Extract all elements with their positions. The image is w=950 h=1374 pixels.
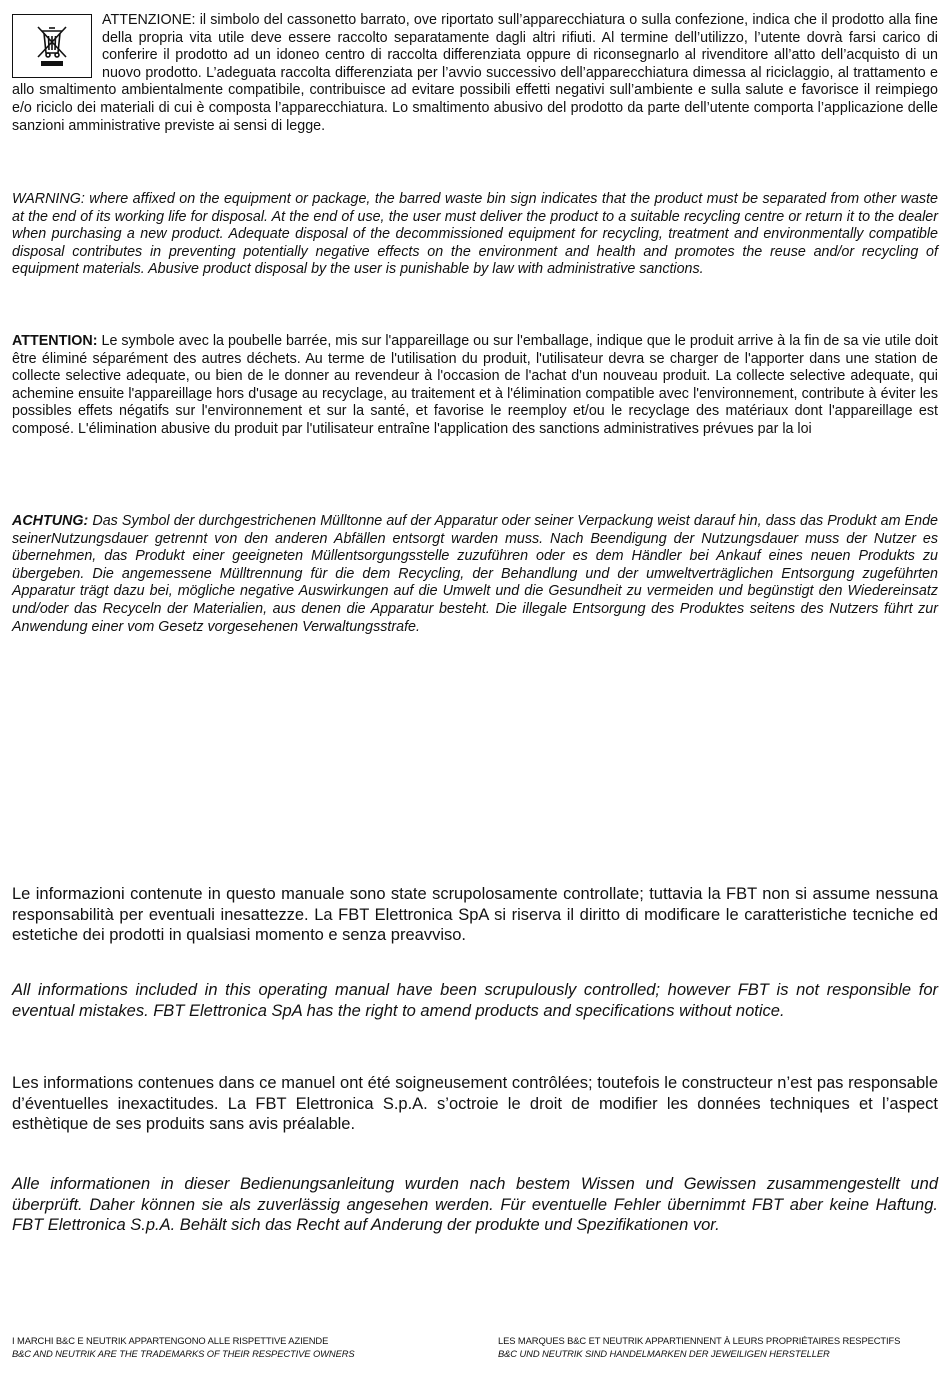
weee-notice-german bbox=[12, 513, 938, 636]
weee-symbol-box bbox=[12, 14, 92, 78]
disclaimer-french: Les informations contenues dans ce manuel ont été soigneusement contrôlées; toutefois le constructeur n’est pas responsable d’éventuelles inexactitudes. La FBT Elettronica S.p.A. s’octroie le droit de modifier les données techniques et l’aspect esthètique de ses produits sans avis préalable. bbox=[12, 1074, 938, 1134]
weee-label-italian: ATTENZIONE: bbox=[102, 12, 196, 28]
crossed-out-wheelie-bin-icon bbox=[34, 23, 70, 69]
weee-text-french: Le symbole avec la poubelle barrée, mis sur l'appareillage ou sur l'emballage, indique que le produit arrive à la fin de sa vie utile doit être éliminé séparément des autres déchets. Au terme de l'utilisation du produit, l'utilisateur devra se charger de l'apporter dans une station de collecte selective adequate, ou bien de le donner au revendeur à l'occasion de l'achat d'un nouveau produit. La collecte selective adequate, qui achemine ensuite l'appareillage hors d'usage au recyclage, au traitement et à l'élimination compatible avec l'environnement, contribute à éviter les possibles effets négatifs sur l'environnement et sur la santé, et favorise le reemploy et/ou le recyclage des matériaux dont l'appareillage est composé. L'élimination abusive du produit par l'utilisateur entraîne l'application des sanctions administratives prévues par la loi bbox=[12, 333, 938, 437]
weee-text-german: Das Symbol der durchgestrichenen Mülltonne auf der Apparatur oder seiner Verpackung weist darauf hin, dass das Produkt am Ende seinerNutzungsdauer getrennt von den anderen Abfällen entsorgt warden muss. Nach Beendigung der Nutzungsdauer muss der Nutzer es übernehmen, das Produkt einer geeigneten Müllentsorgungsstelle zuzuführen oder es dem Händler bei Ankauf eines neuen Produkts zu übergeben. Die angemessene Mülltrennung für die dem Recycling, der Behandlung und der umweltverträglichen Entsorgung zugeführten Apparatur trägt dazu bei, mögliche negative Auswirkungen auf die Umwelt und die Gesundheit zu vermeiden und begünstigt den Wiedereinsatz und/oder das Recyceln der Materialien, aus denen die Apparatur besteht. Die illegale Entsorgung des Produktes seitens des Nutzers führt zur Anwendung einer vom Gesetz vorgesehenen Verwaltungsstrafe. bbox=[12, 513, 938, 635]
weee-label-german: ACHTUNG: bbox=[12, 513, 89, 529]
trademark-note-french: LES MARQUES B&C ET NEUTRIK APPARTIENNENT À LEURS PROPRIÉTAIRES RESPECTIFS bbox=[498, 1335, 901, 1346]
trademark-note-italian: I MARCHI B&C E NEUTRIK APPARTENGONO ALLE RISPETTIVE AZIENDE bbox=[12, 1335, 329, 1346]
weee-notice-italian bbox=[12, 12, 938, 135]
weee-label-french: ATTENTION: bbox=[12, 333, 98, 349]
weee-notice-french bbox=[12, 333, 938, 439]
weee-text-italian: il simbolo del cassonetto barrato, ove riportato sull’apparecchiatura o sulla confezione, indica che il prodotto alla fine della propria vita utile deve essere raccolto separatamente dagli altri rifiuti. Al termine dell’utilizzo, l’utente dovrà farsi carico di conferire il prodotto ad un idoneo centro di raccolta differenziata oppure di riconsegnarlo al rivenditore all’atto dell’acquisto di un nuovo prodotto. L’adeguata raccolta differenziata per l’avvio successivo dell’apparecchiatura dimessa al riciclaggio, al trattamento e allo smaltimento ambientalmente compatibile, contribuisce ad evitare possibili effetti negativi sull’ambiente e sulla salute e favorisce il reimpiego e/o riciclo dei materiali di cui è composta l’apparecchiatura. Lo smaltimento abusivo del prodotto da parte dell’utente comporta l’applicazione delle sanzioni amministrative previste ai sensi di legge. bbox=[12, 12, 938, 134]
disclaimer-german: Alle informationen in dieser Bedienungsanleitung wurden nach bestem Wissen und Gewissen zusammengestellt und überprüft. Daher können sie als zuverlässig angesehen werden. Für eventuelle Fehler übernimmt FBT aber keine Haftung. FBT Elettronica S.p.A. Behält sich das Recht auf Anderung der produkte und Spezifikationen vor. bbox=[12, 1175, 938, 1235]
disclaimer-italian: Le informazioni contenute in questo manuale sono state scrupolosamente controllate; tuttavia la FBT non si assume nessuna responsabilità per eventuali inesattezze. La FBT Elettronica SpA si riserva il diritto di modificare le caratteristiche tecniche ed estetiche dei prodotti in qualsiasi momento e senza preavviso. bbox=[12, 885, 938, 945]
trademark-note-german: B&C UND NEUTRIK SIND HANDELMARKEN DER JEWEILIGEN HERSTELLER bbox=[498, 1348, 830, 1359]
weee-text-english: where affixed on the equipment or package, the barred waste bin sign indicates that the product must be separated from other waste at the end of its working life for disposal. At the end of use, the user must deliver the product to a suitable recycling centre or return it to the dealer when purchasing a new product. Adequate disposal of the decommissioned equipment for recycling, treatment and environmentally compatible disposal contributes in preventing potentially negative effects on the environment and health and promotes the reuse and/or recycling of equipment materials. Abusive product disposal by the user is punishable by law with administrative sanctions. bbox=[12, 191, 938, 278]
weee-notice-english bbox=[12, 191, 938, 279]
weee-label-english: WARNING: bbox=[12, 191, 85, 207]
trademark-note-english: B&C AND NEUTRIK ARE THE TRADEMARKS OF THEIR RESPECTIVE OWNERS bbox=[12, 1348, 355, 1359]
disclaimer-english: All informations included in this operating manual have been scrupulously controlled; however FBT is not responsible for eventual mistakes. FBT Elettronica SpA has the right to amend products and specifications without notice. bbox=[12, 981, 938, 1020]
